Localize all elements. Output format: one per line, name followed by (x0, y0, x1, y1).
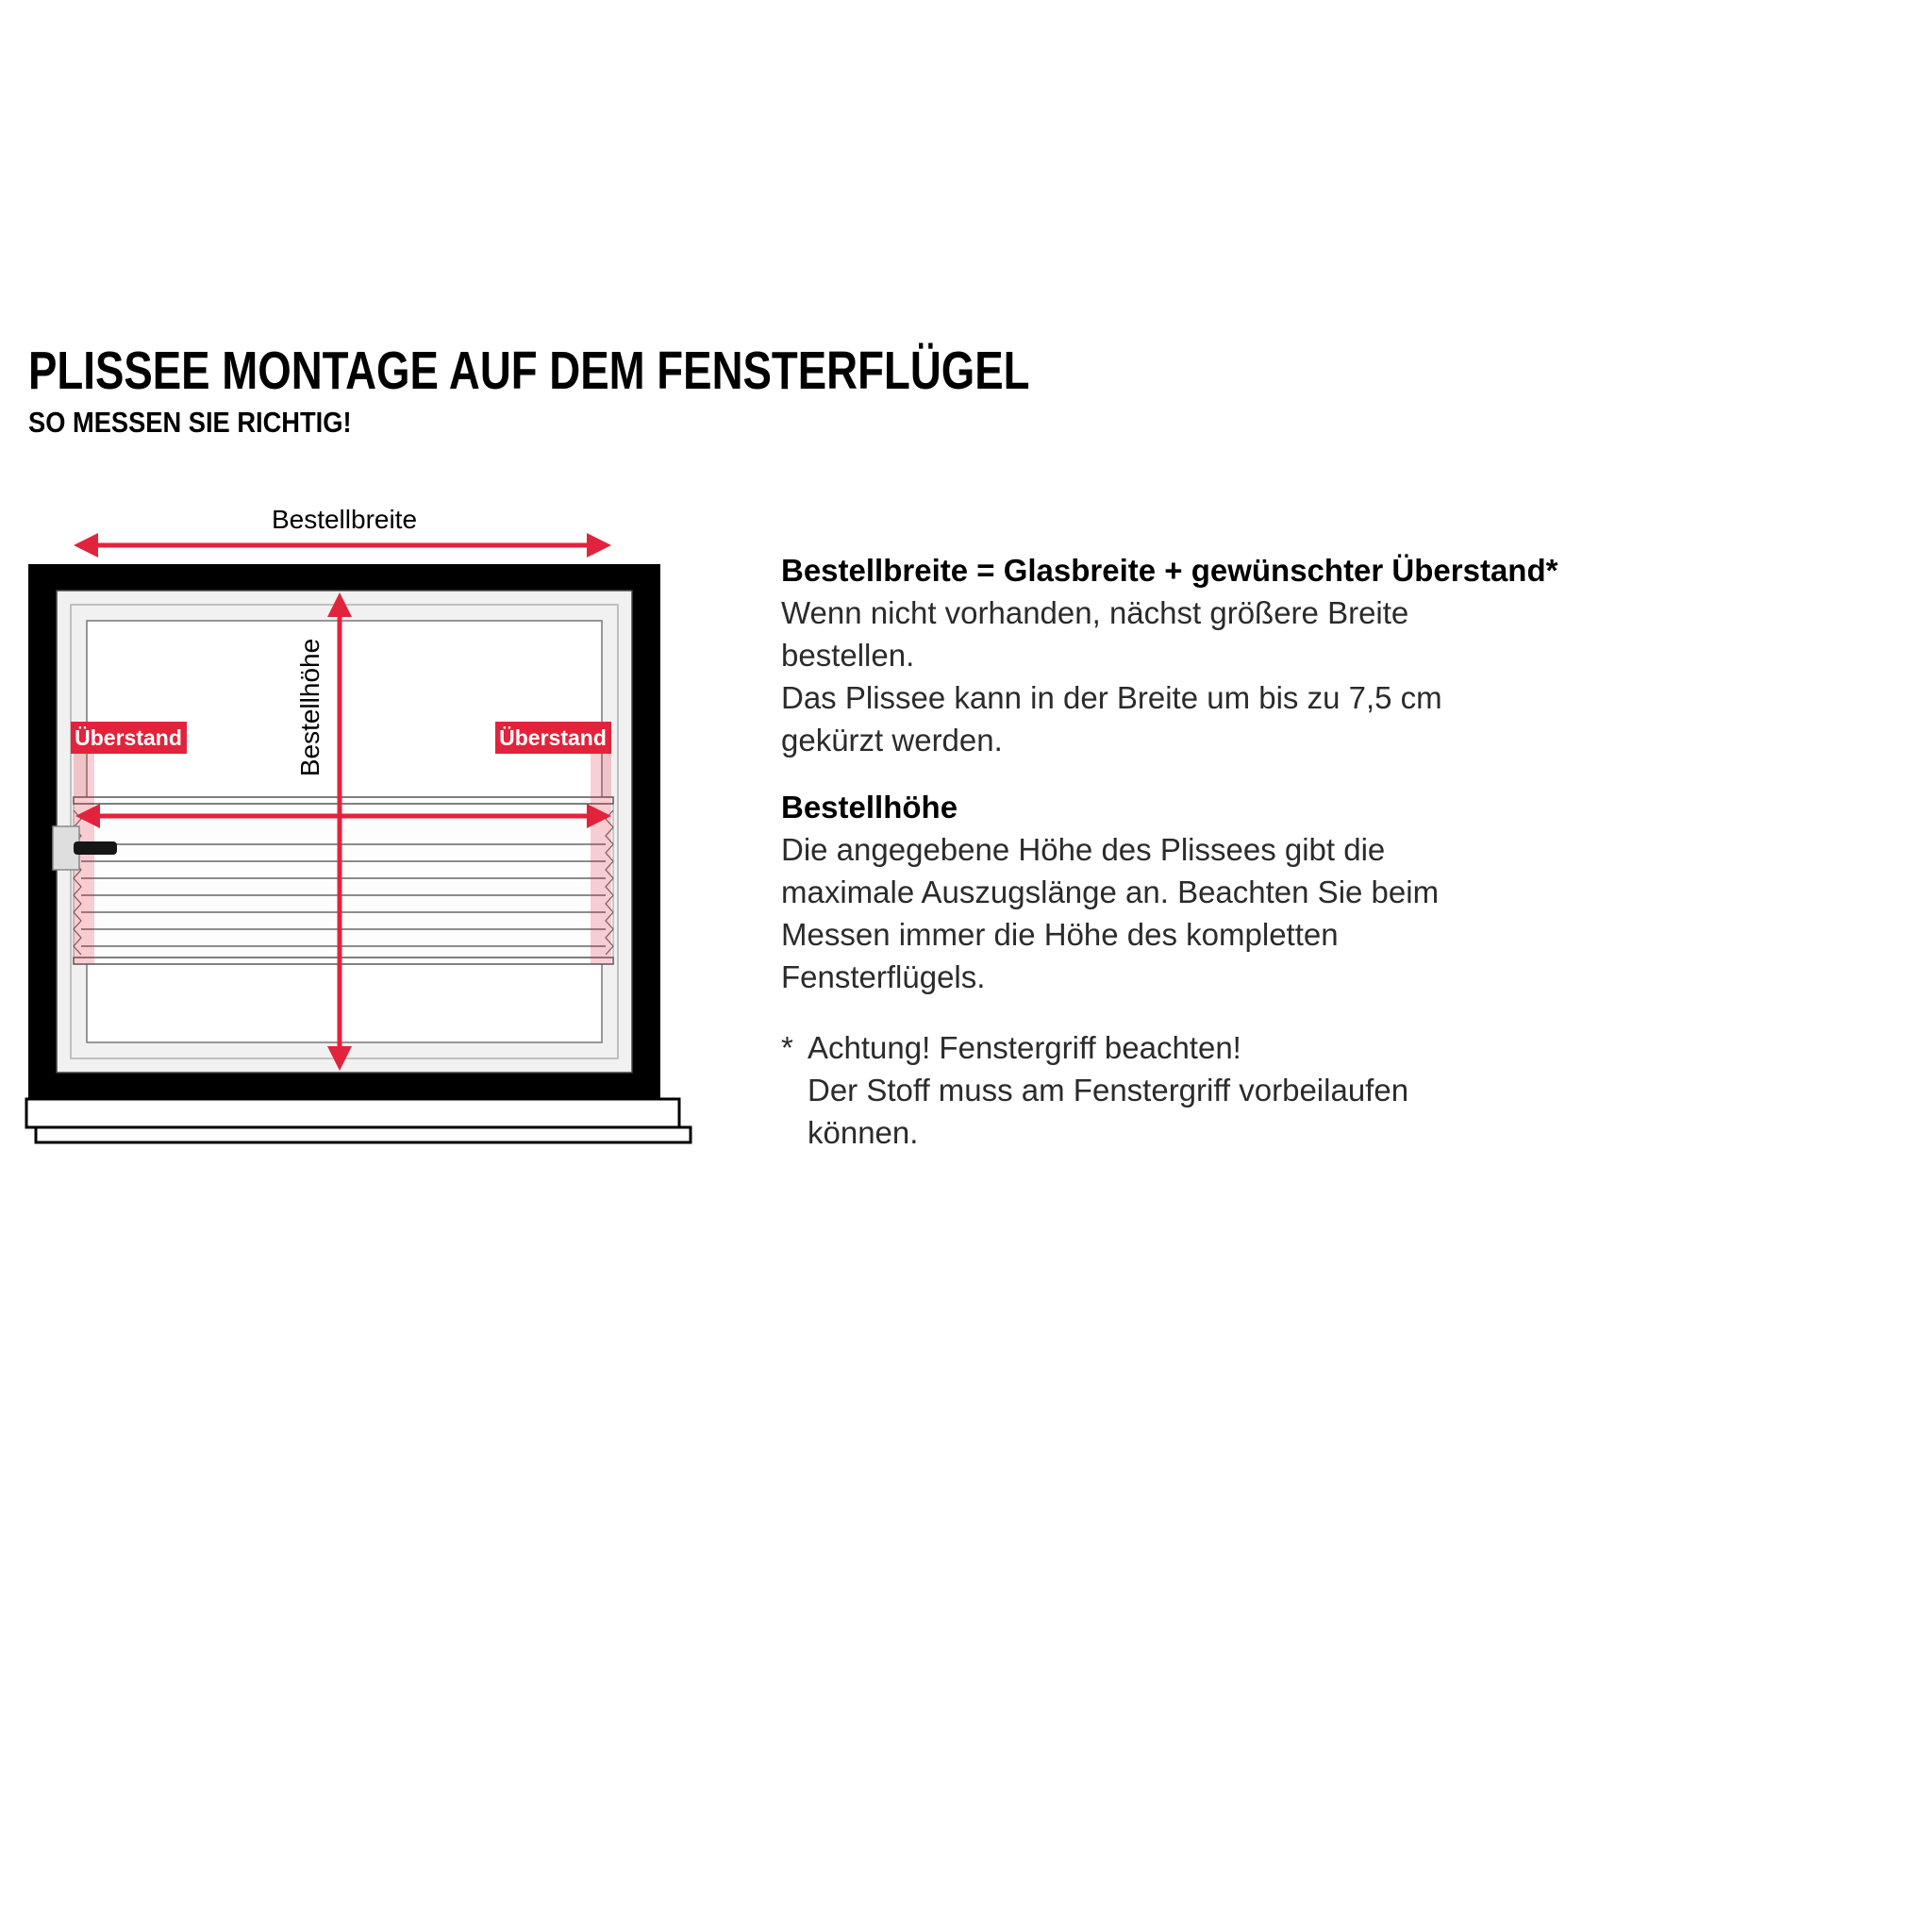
handle-grip (74, 841, 117, 855)
page-title: PLISSEE MONTAGE AUF DEM FENSTERFLÜGEL (28, 341, 1030, 401)
height-heading: Bestellhöhe (781, 790, 958, 825)
arrow-right-head (587, 533, 611, 558)
windowsill (26, 1099, 691, 1142)
blind-body (74, 797, 613, 964)
footnote (781, 1027, 1489, 1155)
footnote-body (808, 1027, 1489, 1155)
window-measurement-diagram (19, 491, 698, 1160)
footnote-line-1: Achtung! Fenstergriff beachten! (808, 1029, 1241, 1065)
overhang-tag-left-label: Überstand (75, 725, 182, 750)
measuring-instructions (781, 550, 1558, 1154)
footnote-line-2: Der Stoff muss am Fenstergriff vorbeilaufen können. (808, 1072, 1409, 1150)
width-para-2: Das Plissee kann in der Breite um bis zu 7,5 cm gekürzt werden. (781, 679, 1442, 758)
pleated-blind (74, 797, 613, 964)
overhang-tag-right-label: Überstand (499, 725, 607, 750)
overhang-tag-left (71, 722, 187, 754)
page-subtitle: SO MESSEN SIE RICHTIG! (28, 406, 352, 439)
overhang-tag-right (495, 722, 611, 754)
blind-bottom-rail (74, 958, 613, 964)
order-height-label: Bestellhöhe (295, 638, 325, 777)
order-width-label: Bestellbreite (271, 505, 418, 534)
overhang-strip-right (591, 724, 611, 964)
footnote-asterisk: * (781, 1029, 793, 1065)
width-para-1: Wenn nicht vorhanden, nächst größere Breite bestellen. (781, 594, 1409, 673)
blind-top-rail (74, 797, 613, 804)
arrow-left-head (74, 533, 98, 558)
height-para: Die angegebene Höhe des Plissees gibt die maximale Auszugslänge an. Beachten Sie beim Messen immer die Höhe des kompletten Fensterflügels. (781, 832, 1440, 994)
width-heading: Bestellbreite = Glasbreite + gewünschter Überstand* (781, 553, 1558, 588)
order-width-arrow (74, 533, 611, 558)
